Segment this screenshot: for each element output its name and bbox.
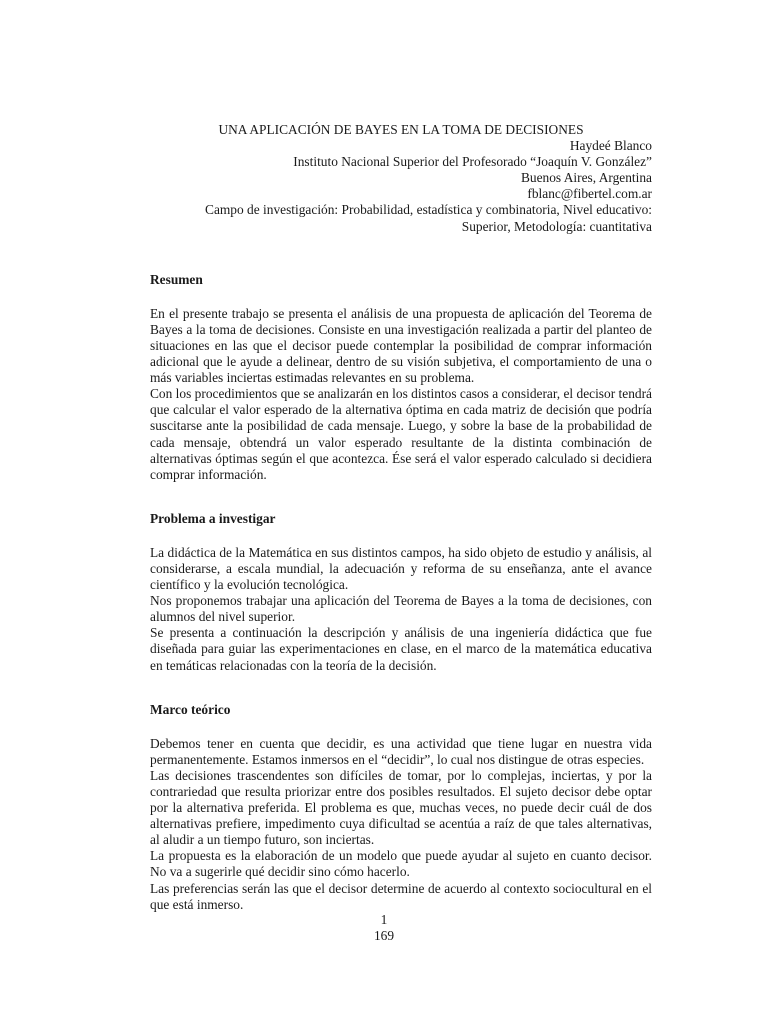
problema-paragraph-2: Nos proponemos trabajar una aplicación del Teorema de Bayes a la toma de decisiones, con alumnos del nivel superior. xyxy=(150,593,652,625)
journal-page-number: 169 xyxy=(373,928,395,943)
author-email: fblanc@fibertel.com.ar xyxy=(527,186,652,202)
marco-paragraph-4: Las preferencias serán las que el decisor determine de acuerdo al contexto sociocultural en el que está inmerso. xyxy=(150,880,652,912)
section-heading-problema: Problema a investigar xyxy=(150,510,276,526)
research-field-line-2: Superior, Metodología: cuantitativa xyxy=(461,218,652,234)
paper-header xyxy=(150,122,652,235)
paper-page xyxy=(150,122,652,913)
paper-title: UNA APLICACIÓN DE BAYES EN LA TOMA DE DECISIONES xyxy=(218,122,584,137)
author-location: Buenos Aires, Argentina xyxy=(520,170,652,186)
section-resumen xyxy=(150,272,652,483)
author-institution: Instituto Nacional Superior del Profesorado “Joaquín V. González” xyxy=(293,154,652,170)
section-marco xyxy=(150,702,652,913)
resumen-paragraph-1: En el presente trabajo se presenta el análisis de una propuesta de aplicación del Teorema de Bayes a la toma de decisiones. Consiste en una investigación realizada a partir del planteo de situaciones en las que el decisor puede contemplar la posibilidad de comprar información adicional que le ayude a delinear, dentro de su visión subjetiva, el comportamiento de una o más variables inciertas estimadas relevantes en su problema. xyxy=(150,305,652,386)
problema-paragraph-1: La didáctica de la Matemática en sus distintos campos, ha sido objeto de estudio y análisis, al considerarse, a escala mundial, la adecuación y reforma de su enseñanza, ante el avance científico y la evolución tecnológica. xyxy=(150,544,652,593)
author-name: Haydeé Blanco xyxy=(569,138,652,154)
marco-paragraph-2: Las decisiones trascendentes son difíciles de tomar, por lo complejas, inciertas, y por la contrariedad que resulta priorizar entre dos posibles resultados. El sujeto decisor debe optar por la alternativa preferida. El problema es que, muchas veces, no puede decir cuál de dos alternativas prefiere, impedimento cuya dificultad se acentúa a raíz de que tales alternativas, al aludir a un tiempo futuro, son inciertas. xyxy=(150,767,652,848)
problema-paragraph-3: Se presenta a continuación la descripción y análisis de una ingeniería didáctica que fue diseñada para guiar las experimentaciones en clase, en el marco de la matemática educativa en temáticas relacionadas con la teoría de la decisión. xyxy=(150,625,652,673)
research-field-line-1: Campo de investigación: Probabilidad, estadística y combinatoria, Nivel educativo: xyxy=(205,202,652,218)
section-heading-resumen: Resumen xyxy=(150,271,203,287)
marco-paragraph-1: Debemos tener en cuenta que decidir, es una actividad que tiene lugar en nuestra vida permanentemente. Estamos inmersos en el “decidir”, lo cual nos distingue de otras especies. xyxy=(150,735,652,767)
marco-paragraph-3: La propuesta es la elaboración de un modelo que puede ayudar al sujeto en cuanto decisor. No va a sugerirle qué decidir sino cómo hacerlo. xyxy=(150,848,652,880)
resumen-paragraph-2: Con los procedimientos que se analizarán en los distintos casos a considerar, el decisor tendrá que calcular el valor esperado de la alternativa óptima en cada matriz de decisión que podría suscitarse ante la posibilidad de cada mensaje. Luego, y sobre la base de la probabilidad de cada mensaje, obtendrá un valor esperado resultante de la distinta combinación de alternativas óptimas según el que acontezca. Ése será el valor esperado calculado si decidiera comprar información. xyxy=(150,386,652,482)
section-heading-marco: Marco teórico xyxy=(150,701,231,717)
section-problema xyxy=(150,511,652,674)
page-number: 1 xyxy=(380,912,388,927)
